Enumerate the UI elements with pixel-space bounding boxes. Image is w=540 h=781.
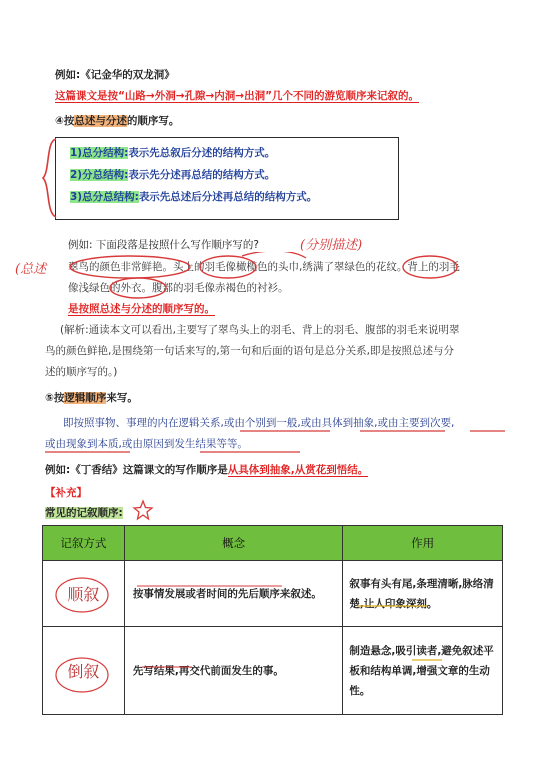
table-header-concept: 概念 [124,526,343,561]
section5-number: ⑤ [45,392,54,404]
section5-post: 来写。 [106,392,138,404]
analysis-line-1: (解析:通读本文可以看出,主要写了翠鸟头上的羽毛、背上的羽毛、腹部的羽毛来说明翠 [60,324,460,336]
example2-answer: 从具体到抽象,从赏花到悟结。 [227,464,369,476]
question-text: 例如: 下面段落是按照什么写作顺序写的? [68,239,259,251]
passage-markup [60,252,510,302]
answer-text-inner: 是按照总述与分述的顺序写的。 [68,303,215,315]
section4-pre: 按 [63,115,75,127]
method-shunxu: 顺叙 [67,585,100,604]
structure-term-2: 2)分总结构: [70,169,129,181]
table-header-effect: 作用 [343,526,503,561]
section5-highlight: 逻辑顺序 [64,392,107,404]
method-daoxu: 倒叙 [67,662,100,681]
answer-text [68,302,215,317]
table-cell-effect: 叙事有头有尾,条理清晰,脉络清楚,让人印象深刻。 [343,561,503,627]
common-order-text: 常见的记叙顺序: [45,507,123,519]
section5-line-2: 或由现象到本质,或由原因到发生结果等等。 [45,438,248,450]
section5-heading [45,391,138,406]
analysis-line-2: 鸟的颜色鲜艳,是围绕第一句话来写的,第一句和后面的语句是总分关系,即是按照总述与分 [45,345,455,357]
analysis-line-3: 述的顺序写的。) [45,366,118,378]
brace-icon [40,135,60,221]
structure-term-1: 1)总分结构: [70,147,129,159]
passage-line-1: 翠鸟的颜色非常鲜艳。头上的羽毛像橄榄色的头巾,绣满了翠绿色的花纹。背上的羽毛 [68,261,460,273]
section5-pre: 按 [53,392,65,404]
table-header-row [43,526,503,561]
structure-item-3 [70,190,317,205]
section5-underlines [40,428,510,456]
table-cell-concept: 先写结果,再交代前面发生的事。 [124,627,343,715]
section4-heading [55,114,179,129]
section4-highlight: 总述与分述 [74,115,127,127]
annotation-right: (分别描述) [300,238,363,253]
annotation-left: (总述 [15,262,47,277]
example-heading: 例如:《记金华的双龙洞》 [55,69,175,81]
supplement-label: 【补充】 [45,487,87,499]
table-markup [42,560,503,720]
star-icon [132,499,154,521]
section5-line-1: 即按照事物、事理的内在逻辑关系,或由个别到一般,或由具体到抽象,或由主要到次要, [63,417,455,429]
example-sentence [55,89,419,104]
passage-line-2: 像浅绿色的外衣。腹部的羽毛像赤褐色的衬衫。 [68,282,289,294]
section4-post: 的顺序写。 [126,115,180,127]
example2-pre: 例如:《丁香结》这篇课文的写作顺序是 [45,464,228,476]
example-sentence-text: 这篇课文是按“山路→外洞→孔隙→内洞→出洞”几个不同的游览顺序来记叙的。 [55,90,419,102]
table-cell-effect: 制造悬念,吸引读者,避免叙述平板和结构单调,增强文章的生动性。 [343,627,503,715]
section4-number: ④ [55,115,64,127]
common-order-label [45,506,123,521]
structure-item-2 [70,168,275,183]
structure-term-3: 3)总分总结构: [70,191,139,203]
structure-desc-2: 表示先分述再总结的结构方式。 [128,169,276,181]
example2 [45,463,368,478]
structure-desc-1: 表示先总叙后分述的结构方式。 [128,147,276,159]
table-header-method: 记叙方式 [43,526,125,561]
structure-item-1 [70,146,275,161]
table-cell-concept: 按事情发展或者时间的先后顺序来叙述。 [124,561,343,627]
structure-desc-3: 表示先总述后分述再总结的结构方式。 [138,191,318,203]
